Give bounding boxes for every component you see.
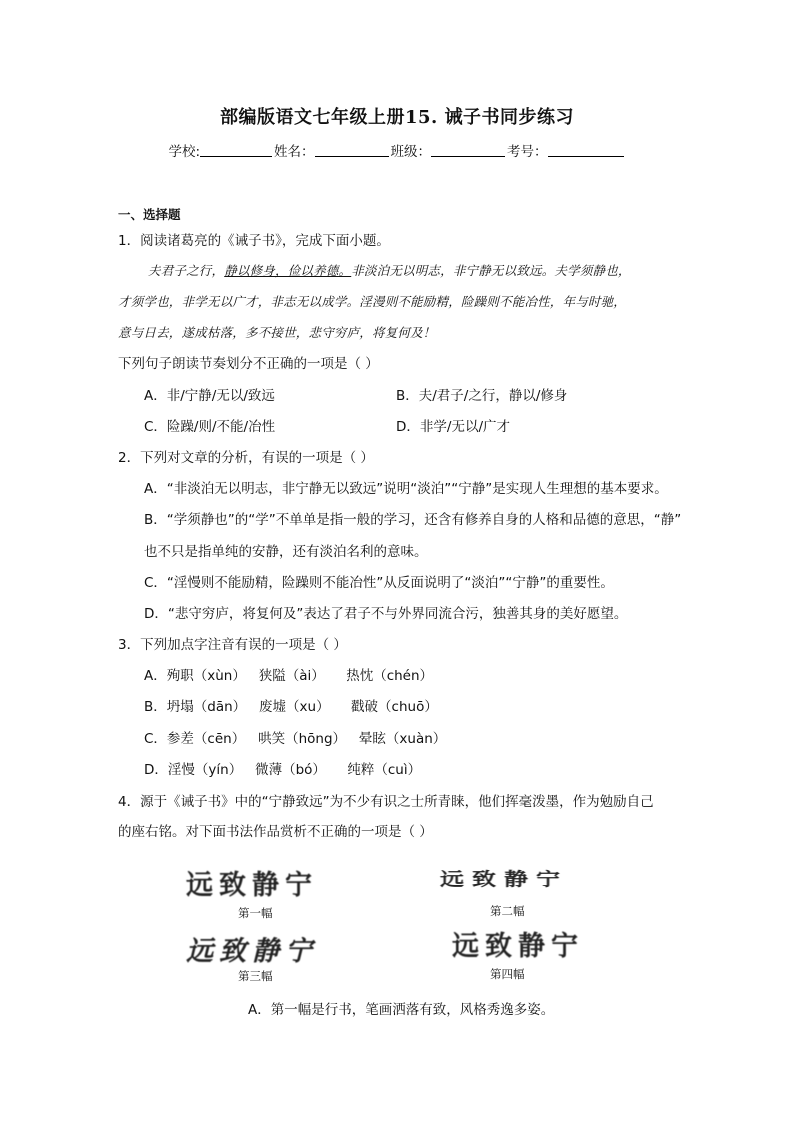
q3-stem: 3．下列加点字注音有误的一项是（ ） <box>118 637 347 653</box>
q4-stem-line-2: 的座右铭。对下面书法作品赏析不正确的一项是（ ） <box>118 824 433 840</box>
q1-option-c[interactable]: C．险躁/则/不能/冶性 <box>144 419 276 435</box>
page-title: 部编版语文七年级上册15. 诫子书同步练习 <box>219 107 575 128</box>
section-heading: 一、选择题 <box>118 207 181 222</box>
q3-option-d[interactable]: D．淫慢（yín） 微薄（bó） 纯粹（cuì） <box>144 762 422 778</box>
q4-stem-line-1: 4．源于《诫子书》中的“宁静致远”为不少有识之士所青睐，他们挥毫泼墨，作为勉励自己 <box>118 794 654 810</box>
q2-option-b-cont: 也不只是指单纯的安静，还有淡泊名利的意味。 <box>144 544 428 560</box>
q2-option-d[interactable]: D．“悲守穷庐，将复何及”表达了君子不与外界同流合污，独善其身的美好愿望。 <box>144 606 628 622</box>
q1-option-a[interactable]: A．非/宁静/无以/致远 <box>144 388 275 404</box>
q3-option-b[interactable]: B．坍塌（dān） 废墟（xu） 戳破（chuō） <box>144 699 438 715</box>
school-label: 学校: <box>168 144 201 160</box>
calligraphy-caption-4: 第四幅 <box>490 967 525 981</box>
calligraphy-caption-1: 第一幅 <box>238 906 273 920</box>
passage-text: 夫君子之行， <box>148 263 225 278</box>
name-label: 姓名： <box>274 144 315 160</box>
student-info-line <box>0 140 794 160</box>
calligraphy-work-4: 远致静宁 <box>452 931 584 962</box>
calligraphy-work-1: 远致静宁 <box>186 870 318 901</box>
q2-option-a[interactable]: A．“非淡泊无以明志，非宁静无以致远”说明“淡泊”“宁静”是实现人生理想的基本要求。 <box>144 481 668 497</box>
q2-option-b[interactable]: B．“学须静也”的“学”不单单是指一般的学习，还含有修养自身的人格和品德的意思，“静” <box>144 512 682 528</box>
q1-sub-question: 下列句子朗读节奏划分不正确的一项是（ ） <box>118 356 379 372</box>
passage-text: 非淡泊无以明志，非宁静无以致远。夫学须静也， <box>351 263 631 278</box>
class-blank[interactable] <box>431 156 505 157</box>
q1-option-d[interactable]: D．非学/无以/广才 <box>396 419 510 435</box>
passage-underlined: 静以修身，俭以养德。 <box>224 263 352 278</box>
name-blank[interactable] <box>315 156 389 157</box>
passage-line-3: 意与日去，遂成枯落，多不接世，悲守穷庐，将复何及！ <box>118 325 436 340</box>
q2-stem: 2．下列对文章的分析，有误的一项是（ ） <box>118 450 374 466</box>
q3-option-c[interactable]: C．参差（cēn） 哄笑（hōng） 晕眩（xuàn） <box>144 731 447 747</box>
q2-option-c[interactable]: C．“淫慢则不能励精，险躁则不能冶性”从反面说明了“淡泊”“宁静”的重要性。 <box>144 575 614 591</box>
calligraphy-caption-3: 第三幅 <box>238 969 273 983</box>
passage-line-1 <box>148 261 631 279</box>
number-blank[interactable] <box>548 156 624 157</box>
school-blank[interactable] <box>200 156 272 157</box>
passage-line-2: 才须学也，非学无以广才，非志无以成学。淫漫则不能励精，险躁则不能冶性，年与时驰， <box>118 294 627 309</box>
q3-option-a[interactable]: A．殉职（xùn） 狭隘（ài） 热忱（chén） <box>144 668 434 684</box>
q1-option-b[interactable]: B．夫/君子/之行，静以/修身 <box>396 388 568 404</box>
calligraphy-caption-2: 第二幅 <box>490 904 525 918</box>
class-label: 班级： <box>390 144 432 160</box>
q4-option-a[interactable]: A．第一幅是行书，笔画洒落有致，风格秀逸多姿。 <box>248 1002 555 1018</box>
number-label: 考号： <box>507 144 548 160</box>
calligraphy-work-2: 远致静宁 <box>440 868 568 890</box>
calligraphy-work-3: 远致静宁 <box>186 936 318 967</box>
q1-stem: 1．阅读诸葛亮的《诫子书》，完成下面小题。 <box>118 233 390 249</box>
